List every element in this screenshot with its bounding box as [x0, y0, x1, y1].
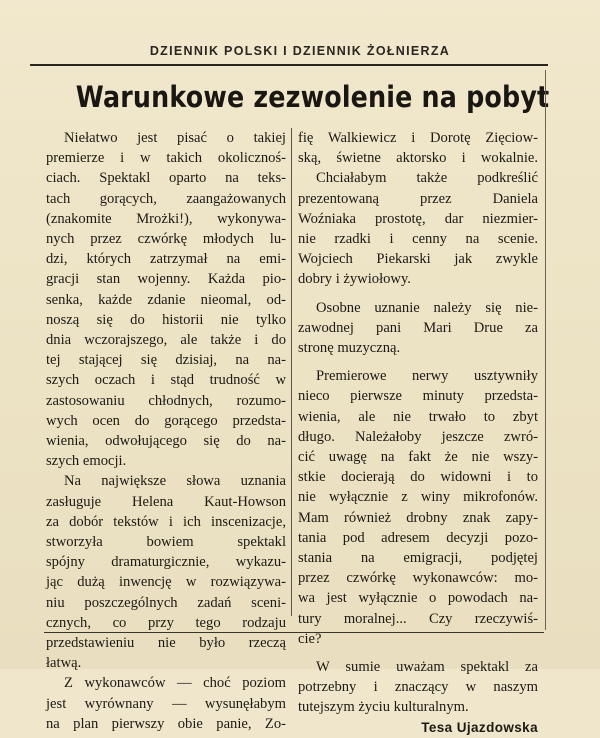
masthead-rule	[30, 64, 548, 66]
text-line: szych emocji.	[46, 453, 127, 470]
text-line: wienia, odwołującego się do na-	[46, 433, 286, 450]
text-line: ską, świetne aktorsko i wokalnie.	[298, 150, 538, 167]
text-line: senka, każde zdanie nieomal, od-	[46, 291, 286, 308]
text-line: dobry i żywiołowy.	[298, 271, 411, 288]
text-line: dzi, których zatrzymał na emi-	[46, 251, 286, 268]
text-line: tury moralnej... Czy rzeczywiś-	[298, 610, 538, 627]
text-line: premierze i w takich okolicznoś-	[46, 150, 286, 167]
text-line: fię Walkiewicz i Dorotę Zięciow-	[298, 130, 538, 146]
text-line: Wojciech Piekarski jak zwykle	[298, 251, 538, 268]
text-line: nie rzadki i cenny na scenie.	[298, 231, 538, 248]
text-line: długo. Należałoby jeszcze zwró-	[298, 428, 538, 445]
text-line: łatwą.	[46, 655, 82, 672]
text-line: Osobne uznanie należy się nie-	[316, 299, 538, 316]
text-line: tutejszym życiu kulturalnym.	[298, 699, 469, 716]
text-line: Mam również drobny znak zapy-	[298, 509, 538, 526]
text-line: dnia wczorajszego, ale także i do	[46, 332, 286, 349]
text-line: tania pod adresem decyzji pozo-	[298, 529, 538, 546]
text-line: Niełatwo jest pisać o takiej	[64, 130, 286, 146]
text-line: przedstawieniu nie było rzeczą	[46, 635, 286, 652]
text-line: W sumie uważam spektakl za	[316, 659, 538, 676]
paragraph-gap	[298, 358, 538, 366]
text-line: nieco pierwsze minuty przedsta-	[298, 388, 538, 405]
text-line: szych oczach i stąd trudność w	[46, 372, 286, 389]
headline: Warunkowe zezwolenie na pobyt	[75, 80, 550, 114]
text-line: cić uwagę na fakt że nie wszy-	[298, 449, 538, 466]
text-line: cie?	[298, 630, 322, 647]
text-line: Chciałabym także podkreślić	[316, 170, 538, 187]
text-line: stkie docierają do widowni i to	[298, 469, 538, 486]
text-line: (znakomite Mrożki!), wykonywa-	[46, 210, 286, 227]
article-column-left	[46, 128, 286, 734]
text-line: Woźniaka prostotę, dar niezmier-	[298, 210, 538, 227]
column-divider	[291, 128, 292, 616]
text-line: stworzyła bowiem spektakl	[46, 534, 286, 551]
text-line: spójny dramaturgicznie, wykazu-	[46, 554, 286, 571]
text-line: jest wyrównany — wysunęłabym	[46, 695, 286, 712]
text-line: jąc dużą inwencję w rozwiązywa-	[46, 574, 286, 591]
text-line: zastosowaniu chłodnych, rozumo-	[46, 392, 286, 409]
text-line: stania na emigracji, podjętej	[298, 550, 538, 567]
text-line: zawodnej pani Mari Drue za	[298, 319, 538, 336]
text-line: niu poszczególnych zadań sceni-	[46, 594, 286, 611]
text-line: noszą się do historii nie tylko	[46, 311, 286, 328]
text-line: Premierowe nerwy usztywniły	[316, 368, 538, 385]
text-line: wa jest wyłącznie o powodach na-	[298, 590, 538, 607]
text-line: wych ocen do gorącego przedsta-	[46, 412, 286, 429]
text-line: nie wyłącznie z winy mikrofonów.	[298, 489, 538, 506]
text-line: przez czwórkę wykonawców: mo-	[298, 570, 538, 587]
text-line: na plan pierwszy obie panie, Zo-	[46, 715, 286, 732]
text-line: zasługuje Helena Kaut-Howson	[46, 493, 286, 510]
text-line: tach gorących, zaangażowanych	[46, 190, 286, 207]
text-line: nych przez czwórkę młodych lu-	[46, 231, 286, 248]
article-bottom-rule	[44, 632, 544, 633]
text-line: wienia, ale nie trwało to zbyt	[298, 408, 538, 425]
paragraph-gap	[298, 290, 538, 298]
text-line: gracji stan wojenny. Każda pio-	[46, 271, 286, 288]
text-line: Z wykonawców — choć poziom	[64, 675, 286, 692]
text-line: potrzebny i znaczący w naszym	[298, 679, 538, 696]
article-column-right	[298, 128, 538, 738]
masthead: DZIENNIK POLSKI I DZIENNIK ŻOŁNIERZA	[149, 44, 451, 58]
page-side-rule	[545, 70, 546, 630]
paragraph-gap	[298, 649, 538, 657]
text-line: tej stającej się dzisiaj, na na-	[46, 352, 286, 369]
author-signature: Tesa Ujazdowska	[421, 719, 538, 735]
text-line: prezentowaną przez Daniela	[298, 190, 538, 207]
text-line: Na największe słowa uznania	[64, 473, 286, 490]
text-line: cznych, co przy tego rodzaju	[46, 614, 286, 631]
text-line: stronę muzyczną.	[298, 340, 401, 357]
text-line: ciach. Spektakl oparto na teks-	[46, 170, 286, 187]
text-line: za dobór tekstów i ich inscenizacje,	[46, 513, 286, 530]
